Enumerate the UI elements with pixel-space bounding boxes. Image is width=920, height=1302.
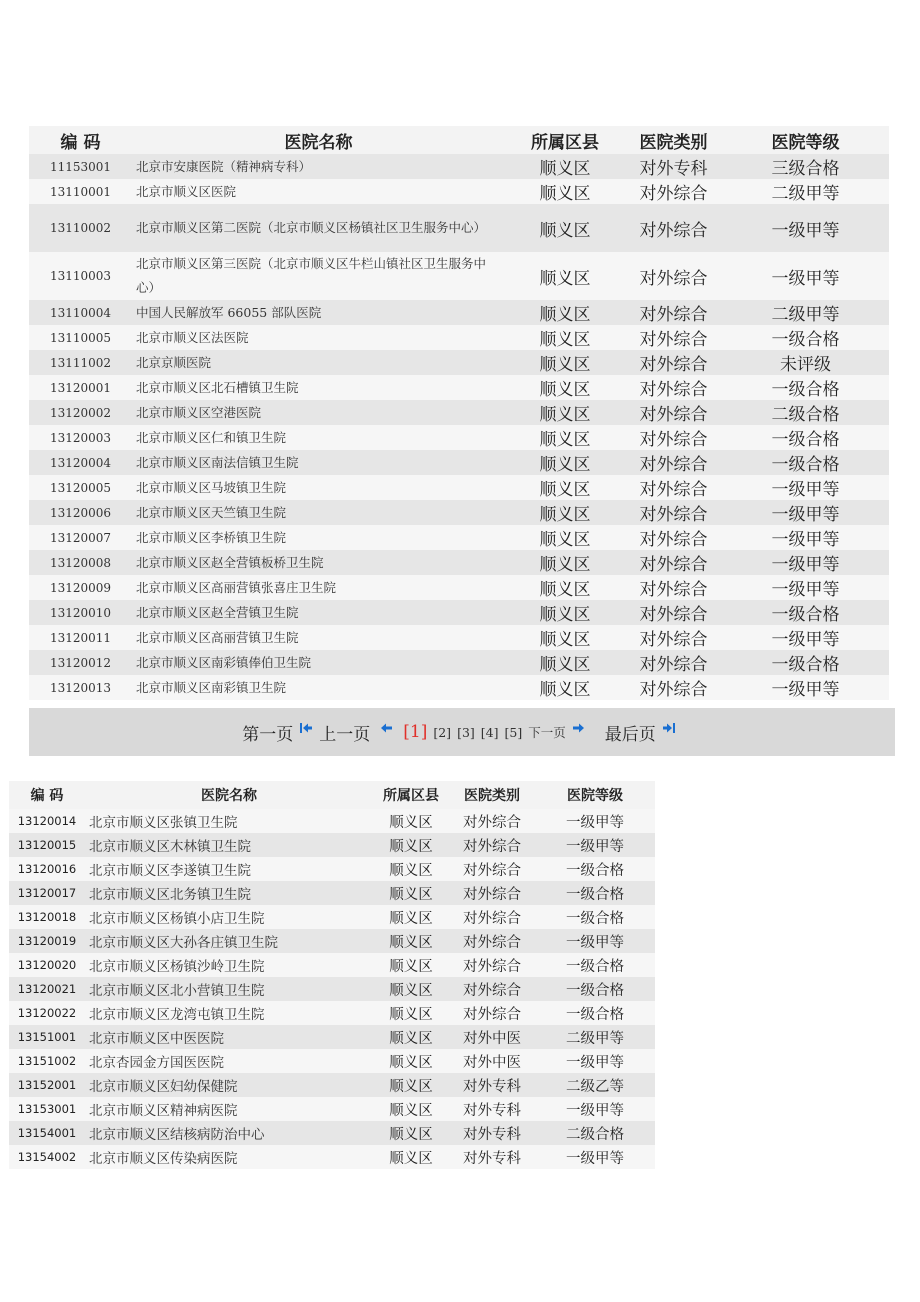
table-row <box>29 154 889 179</box>
cell-district: 顺义区 <box>505 350 625 375</box>
cell-hospital-name: 北京杏园金方国医医院 <box>85 1049 373 1073</box>
cell-code: 13120004 <box>29 450 132 475</box>
cell-hospital-name: 北京市顺义区李桥镇卫生院 <box>132 525 505 550</box>
table-row <box>29 325 889 350</box>
cell-category: 对外综合 <box>625 325 722 350</box>
cell-district: 顺义区 <box>505 425 625 450</box>
last-page-link[interactable]: 最后页 <box>604 724 656 745</box>
table-row <box>9 1001 655 1025</box>
cell-district: 顺义区 <box>373 1049 449 1073</box>
col-header-code: 编 码 <box>29 126 132 154</box>
cell-hospital-name: 北京市顺义区马坡镇卫生院 <box>132 475 505 500</box>
cell-hospital-name: 北京市顺义区南法信镇卫生院 <box>132 450 505 475</box>
cell-hospital-name: 北京市顺义区杨镇小店卫生院 <box>85 905 373 929</box>
cell-hospital-name: 中国人民解放军 66055 部队医院 <box>132 300 505 325</box>
last-page-arrow-icon[interactable] <box>662 721 676 735</box>
cell-level: 二级甲等 <box>722 179 889 204</box>
cell-category: 对外综合 <box>625 252 722 300</box>
cell-hospital-name: 北京市顺义区赵全营镇板桥卫生院 <box>132 550 505 575</box>
cell-hospital-name: 北京市顺义区天竺镇卫生院 <box>132 500 505 525</box>
cell-level: 一级合格 <box>722 450 889 475</box>
table-header-row <box>29 126 889 154</box>
cell-district: 顺义区 <box>505 575 625 600</box>
cell-district: 顺义区 <box>505 400 625 425</box>
cell-category: 对外综合 <box>625 425 722 450</box>
table-row <box>9 977 655 1001</box>
cell-code: 13120007 <box>29 525 132 550</box>
cell-district: 顺义区 <box>373 1025 449 1049</box>
first-page-link[interactable]: 第一页 <box>242 724 294 745</box>
cell-district: 顺义区 <box>373 905 449 929</box>
cell-hospital-name: 北京市顺义区李遂镇卫生院 <box>85 857 373 881</box>
cell-code: 13151002 <box>9 1049 85 1073</box>
table-row <box>29 204 889 252</box>
first-page-arrow-icon[interactable] <box>299 721 313 735</box>
cell-level: 二级合格 <box>535 1121 655 1145</box>
cell-category: 对外综合 <box>625 550 722 575</box>
cell-hospital-name: 北京市顺义区赵全营镇卫生院 <box>132 600 505 625</box>
cell-hospital-name: 北京市顺义区高丽营镇卫生院 <box>132 625 505 650</box>
cell-code: 13110004 <box>29 300 132 325</box>
cell-code: 13110002 <box>29 204 132 252</box>
cell-category: 对外综合 <box>449 857 535 881</box>
cell-district: 顺义区 <box>373 953 449 977</box>
cell-code: 13120016 <box>9 857 85 881</box>
cell-code: 13152001 <box>9 1073 85 1097</box>
cell-hospital-name: 北京市顺义区医院 <box>132 179 505 204</box>
cell-code: 13154002 <box>9 1145 85 1169</box>
cell-district: 顺义区 <box>505 600 625 625</box>
cell-code: 13120012 <box>29 650 132 675</box>
table-row <box>29 350 889 375</box>
cell-district: 顺义区 <box>505 500 625 525</box>
cell-district: 顺义区 <box>505 525 625 550</box>
cell-category: 对外综合 <box>449 1001 535 1025</box>
cell-code: 13110001 <box>29 179 132 204</box>
col-header-level: 医院等级 <box>722 126 889 154</box>
cell-district: 顺义区 <box>505 300 625 325</box>
cell-district: 顺义区 <box>505 375 625 400</box>
cell-code: 13154001 <box>9 1121 85 1145</box>
cell-category: 对外综合 <box>625 375 722 400</box>
cell-category: 对外综合 <box>625 300 722 325</box>
col-header-category: 医院类别 <box>449 781 535 809</box>
cell-district: 顺义区 <box>373 857 449 881</box>
cell-level: 一级合格 <box>535 857 655 881</box>
cell-code: 13120010 <box>29 600 132 625</box>
cell-code: 11153001 <box>29 154 132 179</box>
cell-level: 一级合格 <box>722 650 889 675</box>
table-row <box>9 809 655 833</box>
cell-hospital-name: 北京市顺义区北务镇卫生院 <box>85 881 373 905</box>
cell-category: 对外专科 <box>449 1073 535 1097</box>
cell-district: 顺义区 <box>505 325 625 350</box>
cell-level: 一级甲等 <box>535 809 655 833</box>
cell-code: 13120008 <box>29 550 132 575</box>
cell-district: 顺义区 <box>373 833 449 857</box>
cell-district: 顺义区 <box>373 929 449 953</box>
cell-level: 一级合格 <box>535 1001 655 1025</box>
table-row <box>29 425 889 450</box>
cell-category: 对外综合 <box>449 953 535 977</box>
table-header-row <box>9 781 655 809</box>
table-row <box>9 953 655 977</box>
cell-level: 一级甲等 <box>722 625 889 650</box>
table-row <box>9 857 655 881</box>
cell-hospital-name: 北京市顺义区第三医院（北京市顺义区牛栏山镇社区卫生服务中心） <box>132 252 505 300</box>
cell-hospital-name: 北京市顺义区中医医院 <box>85 1025 373 1049</box>
col-header-district: 所属区县 <box>373 781 449 809</box>
table-row <box>29 375 889 400</box>
cell-level: 一级甲等 <box>535 929 655 953</box>
cell-code: 13151001 <box>9 1025 85 1049</box>
cell-code: 13120015 <box>9 833 85 857</box>
cell-category: 对外综合 <box>625 500 722 525</box>
cell-hospital-name: 北京市顺义区北石槽镇卫生院 <box>132 375 505 400</box>
cell-code: 13120005 <box>29 475 132 500</box>
cell-code: 13111002 <box>29 350 132 375</box>
cell-level: 一级甲等 <box>722 675 889 700</box>
cell-code: 13120017 <box>9 881 85 905</box>
cell-category: 对外综合 <box>625 475 722 500</box>
cell-level: 二级甲等 <box>535 1025 655 1049</box>
cell-level: 一级合格 <box>535 953 655 977</box>
cell-category: 对外综合 <box>625 179 722 204</box>
cell-category: 对外综合 <box>625 204 722 252</box>
cell-district: 顺义区 <box>373 1145 449 1169</box>
table-row <box>29 600 889 625</box>
cell-level: 二级合格 <box>722 400 889 425</box>
cell-code: 13120011 <box>29 625 132 650</box>
cell-hospital-name: 北京市顺义区结核病防治中心 <box>85 1121 373 1145</box>
cell-district: 顺义区 <box>373 809 449 833</box>
pagination-bar <box>29 708 895 756</box>
table-row <box>29 575 889 600</box>
cell-hospital-name: 北京市顺义区杨镇沙岭卫生院 <box>85 953 373 977</box>
table-row <box>29 650 889 675</box>
cell-district: 顺义区 <box>505 450 625 475</box>
table-row <box>29 179 889 204</box>
table-row <box>9 929 655 953</box>
cell-category: 对外综合 <box>625 525 722 550</box>
table-row <box>9 1025 655 1049</box>
cell-level: 一级甲等 <box>722 525 889 550</box>
cell-category: 对外综合 <box>625 575 722 600</box>
hospital-table-1 <box>29 126 889 700</box>
cell-level: 一级甲等 <box>535 1097 655 1121</box>
cell-district: 顺义区 <box>373 881 449 905</box>
cell-hospital-name: 北京市顺义区南彩镇俸伯卫生院 <box>132 650 505 675</box>
table-row <box>29 450 889 475</box>
cell-level: 一级甲等 <box>535 1049 655 1073</box>
cell-district: 顺义区 <box>505 179 625 204</box>
cell-category: 对外专科 <box>449 1097 535 1121</box>
cell-district: 顺义区 <box>505 625 625 650</box>
table-row <box>29 252 889 300</box>
cell-code: 13110003 <box>29 252 132 300</box>
cell-code: 13120013 <box>29 675 132 700</box>
cell-level: 一级合格 <box>535 905 655 929</box>
cell-district: 顺义区 <box>505 475 625 500</box>
cell-level: 一级合格 <box>535 881 655 905</box>
cell-hospital-name: 北京市顺义区第二医院（北京市顺义区杨镇社区卫生服务中心） <box>132 204 505 252</box>
current-page: [1] <box>403 722 428 742</box>
cell-category: 对外综合 <box>449 809 535 833</box>
cell-level: 一级合格 <box>722 425 889 450</box>
cell-code: 13120002 <box>29 400 132 425</box>
table-row <box>9 905 655 929</box>
col-header-level: 医院等级 <box>535 781 655 809</box>
cell-level: 一级合格 <box>722 375 889 400</box>
cell-category: 对外综合 <box>625 600 722 625</box>
cell-hospital-name: 北京京顺医院 <box>132 350 505 375</box>
table-row <box>9 1145 655 1169</box>
table-row <box>29 675 889 700</box>
table-row <box>29 625 889 650</box>
table-row <box>9 1097 655 1121</box>
cell-category: 对外综合 <box>449 977 535 1001</box>
cell-level: 一级甲等 <box>722 252 889 300</box>
cell-code: 13120018 <box>9 905 85 929</box>
cell-hospital-name: 北京市安康医院（精神病专科） <box>132 154 505 179</box>
cell-code: 13120009 <box>29 575 132 600</box>
col-header-code: 编 码 <box>9 781 85 809</box>
cell-category: 对外综合 <box>449 905 535 929</box>
cell-level: 三级合格 <box>722 154 889 179</box>
cell-code: 13153001 <box>9 1097 85 1121</box>
cell-district: 顺义区 <box>373 1097 449 1121</box>
cell-level: 一级合格 <box>535 977 655 1001</box>
cell-district: 顺义区 <box>373 1073 449 1097</box>
col-header-name: 医院名称 <box>132 126 505 154</box>
cell-category: 对外综合 <box>625 450 722 475</box>
cell-level: 一级甲等 <box>535 1145 655 1169</box>
next-page-arrow-icon[interactable] <box>571 721 585 735</box>
col-header-name: 医院名称 <box>85 781 373 809</box>
cell-category: 对外综合 <box>625 650 722 675</box>
cell-district: 顺义区 <box>505 650 625 675</box>
cell-hospital-name: 北京市顺义区北小营镇卫生院 <box>85 977 373 1001</box>
cell-level: 一级甲等 <box>722 575 889 600</box>
table-row <box>9 833 655 857</box>
cell-district: 顺义区 <box>505 154 625 179</box>
next-page-link[interactable]: 下一页 <box>528 725 566 740</box>
cell-level: 一级合格 <box>722 325 889 350</box>
cell-level: 二级乙等 <box>535 1073 655 1097</box>
cell-category: 对外综合 <box>625 675 722 700</box>
cell-district: 顺义区 <box>373 1121 449 1145</box>
cell-category: 对外专科 <box>625 154 722 179</box>
table-row <box>9 1121 655 1145</box>
cell-level: 一级甲等 <box>535 833 655 857</box>
cell-level: 一级合格 <box>722 600 889 625</box>
table-row <box>29 500 889 525</box>
prev-page-arrow-icon[interactable] <box>380 721 394 735</box>
cell-district: 顺义区 <box>373 977 449 1001</box>
cell-code: 13120003 <box>29 425 132 450</box>
cell-district: 顺义区 <box>373 1001 449 1025</box>
table-row <box>29 525 889 550</box>
cell-level: 一级甲等 <box>722 550 889 575</box>
cell-category: 对外专科 <box>449 1121 535 1145</box>
cell-category: 对外综合 <box>449 881 535 905</box>
cell-district: 顺义区 <box>505 252 625 300</box>
cell-category: 对外综合 <box>449 929 535 953</box>
cell-level: 二级甲等 <box>722 300 889 325</box>
cell-hospital-name: 北京市顺义区木林镇卫生院 <box>85 833 373 857</box>
page-link-5[interactable]: [5] <box>504 724 523 740</box>
cell-category: 对外专科 <box>449 1145 535 1169</box>
cell-code: 13120021 <box>9 977 85 1001</box>
cell-code: 13110005 <box>29 325 132 350</box>
table-row <box>29 550 889 575</box>
cell-code: 13120020 <box>9 953 85 977</box>
cell-code: 13120006 <box>29 500 132 525</box>
prev-page-link[interactable]: 上一页 <box>319 724 371 745</box>
cell-hospital-name: 北京市顺义区传染病医院 <box>85 1145 373 1169</box>
table-row <box>29 400 889 425</box>
table-row <box>29 475 889 500</box>
cell-category: 对外综合 <box>625 400 722 425</box>
page-link-3[interactable]: [3] <box>457 724 475 740</box>
cell-level: 一级甲等 <box>722 475 889 500</box>
cell-hospital-name: 北京市顺义区龙湾屯镇卫生院 <box>85 1001 373 1025</box>
col-header-district: 所属区县 <box>505 126 625 154</box>
cell-code: 13120019 <box>9 929 85 953</box>
cell-hospital-name: 北京市顺义区空港医院 <box>132 400 505 425</box>
table-row <box>9 881 655 905</box>
page-link-4[interactable]: [4] <box>480 724 499 740</box>
table-row <box>9 1073 655 1097</box>
cell-level: 未评级 <box>722 350 889 375</box>
cell-level: 一级甲等 <box>722 500 889 525</box>
cell-category: 对外综合 <box>449 833 535 857</box>
cell-district: 顺义区 <box>505 675 625 700</box>
cell-hospital-name: 北京市顺义区张镇卫生院 <box>85 809 373 833</box>
cell-hospital-name: 北京市顺义区法医院 <box>132 325 505 350</box>
cell-district: 顺义区 <box>505 550 625 575</box>
cell-hospital-name: 北京市顺义区精神病医院 <box>85 1097 373 1121</box>
cell-hospital-name: 北京市顺义区南彩镇卫生院 <box>132 675 505 700</box>
table-row <box>29 300 889 325</box>
cell-hospital-name: 北京市顺义区高丽营镇张喜庄卫生院 <box>132 575 505 600</box>
cell-code: 13120001 <box>29 375 132 400</box>
page-link-2[interactable]: [2] <box>433 724 452 740</box>
cell-category: 对外综合 <box>625 350 722 375</box>
cell-category: 对外综合 <box>625 625 722 650</box>
col-header-category: 医院类别 <box>625 126 722 154</box>
cell-hospital-name: 北京市顺义区仁和镇卫生院 <box>132 425 505 450</box>
cell-category: 对外中医 <box>449 1025 535 1049</box>
cell-district: 顺义区 <box>505 204 625 252</box>
cell-hospital-name: 北京市顺义区妇幼保健院 <box>85 1073 373 1097</box>
cell-code: 13120014 <box>9 809 85 833</box>
cell-code: 13120022 <box>9 1001 85 1025</box>
table-row <box>9 1049 655 1073</box>
cell-level: 一级甲等 <box>722 204 889 252</box>
cell-category: 对外中医 <box>449 1049 535 1073</box>
hospital-table-2 <box>9 781 655 1169</box>
cell-hospital-name: 北京市顺义区大孙各庄镇卫生院 <box>85 929 373 953</box>
